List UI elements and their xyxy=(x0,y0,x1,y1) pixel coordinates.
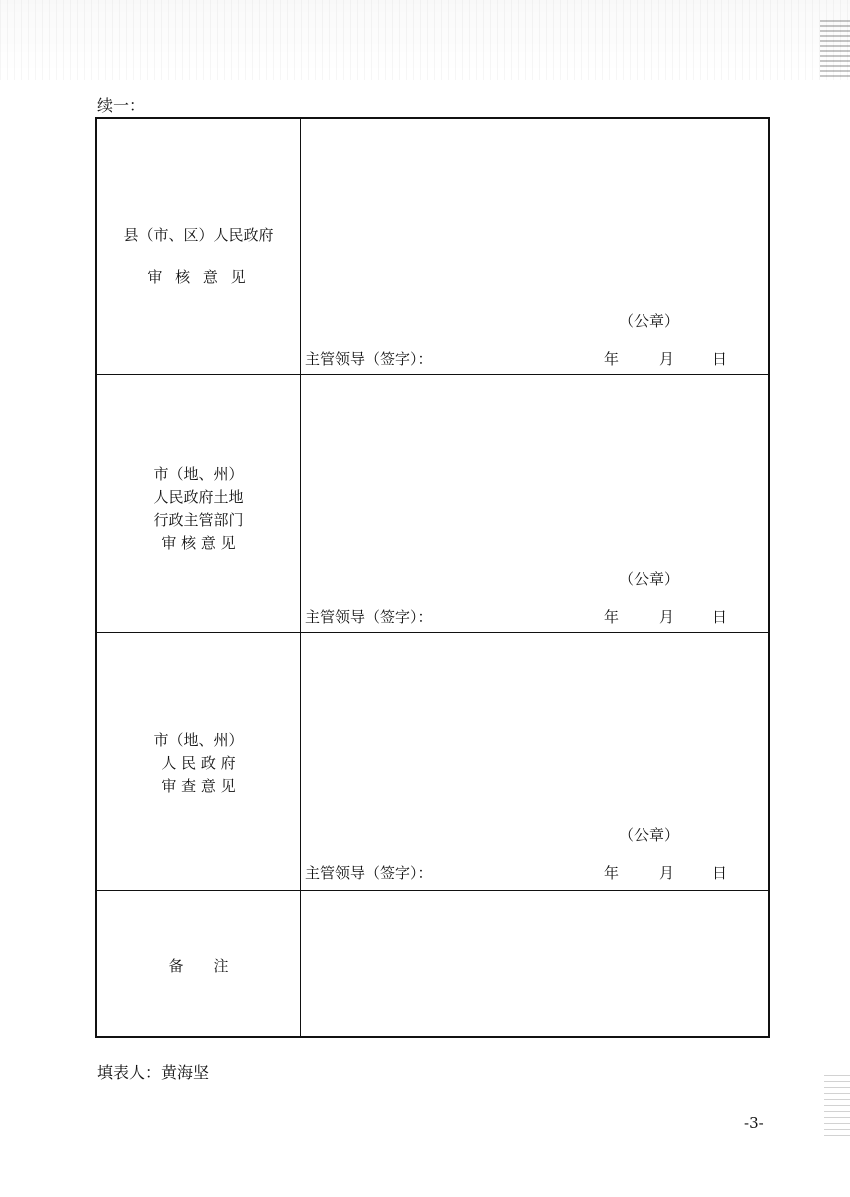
date-year: 年 xyxy=(604,607,620,626)
leader-sign-label: 主管领导（签字）： xyxy=(305,350,433,368)
remarks-label: 备 注 xyxy=(168,956,229,975)
remarks-content-cell[interactable] xyxy=(301,890,770,1037)
city-land-dept-review-label-cell xyxy=(96,374,301,632)
scan-noise-right-bottom xyxy=(824,1075,850,1140)
remarks-label-cell xyxy=(96,890,301,1037)
date-day: 日 xyxy=(712,863,728,882)
leader-sign-label: 主管领导（签字）： xyxy=(305,607,433,626)
city-gov-review-content-cell[interactable] xyxy=(301,632,770,890)
date-month: 月 xyxy=(659,350,675,368)
city-land-label-line-3: 行政主管部门 xyxy=(153,510,244,529)
county-review-row xyxy=(96,118,769,374)
date-line xyxy=(604,606,727,627)
date-year: 年 xyxy=(604,863,620,882)
city-land-dept-review-row xyxy=(96,374,769,632)
city-land-label-line-1: 市（地、州） xyxy=(153,464,244,483)
city-gov-label-line-1: 市（地、州） xyxy=(153,730,244,749)
date-line xyxy=(604,348,727,369)
approval-form-table xyxy=(95,117,770,1038)
city-land-label-line-2: 人民政府土地 xyxy=(153,487,244,506)
city-gov-label-line-3: 审 查 意 见 xyxy=(161,776,236,795)
continued-label: 续一： xyxy=(97,96,146,115)
seal-label: （公章） xyxy=(619,312,680,330)
seal-label: （公章） xyxy=(619,569,680,588)
city-land-label-line-4: 审 核 意 见 xyxy=(161,533,236,552)
date-year: 年 xyxy=(604,350,620,368)
seal-label: （公章） xyxy=(619,825,680,844)
leader-sign-label: 主管领导（签字）： xyxy=(305,863,433,882)
date-line xyxy=(604,862,727,883)
county-review-content-cell[interactable] xyxy=(301,118,770,374)
date-month: 月 xyxy=(659,607,675,626)
county-review-label-line-1: 县（市、区）人民政府 xyxy=(123,226,274,244)
city-gov-review-row xyxy=(96,632,769,890)
county-review-label-line-2: 审 核 意 见 xyxy=(147,268,250,286)
date-day: 日 xyxy=(712,607,728,626)
city-gov-review-label-cell xyxy=(96,632,301,890)
county-review-label-cell xyxy=(96,118,301,374)
date-month: 月 xyxy=(659,863,675,882)
scan-noise-top xyxy=(0,0,850,80)
date-day: 日 xyxy=(712,350,728,368)
page-number: -3- xyxy=(744,1114,764,1132)
city-gov-label-line-2: 人 民 政 府 xyxy=(161,753,236,772)
remarks-row xyxy=(96,890,769,1037)
form-filler: 填表人：黄海坚 xyxy=(97,1063,210,1082)
scan-noise-right-top xyxy=(820,20,850,80)
city-land-dept-review-content-cell[interactable] xyxy=(301,374,770,632)
